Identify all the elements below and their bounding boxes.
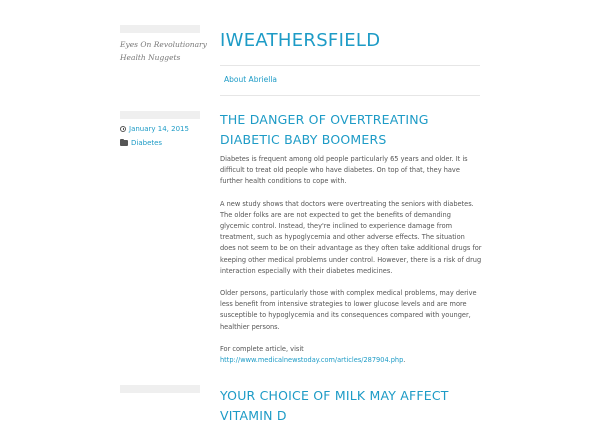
sidebar-divider [120, 111, 200, 119]
clock-icon [120, 126, 126, 132]
post-content [220, 154, 482, 377]
site-tagline: Eyes On Revolutionary Health Nuggets [120, 40, 207, 62]
post-paragraph: A new study shows that doctors were overtreating the seniors with diabetes. The older folks are are not expected to get the benefits of demanding glycemic control. Instead, they're inclined to experience damage from treatment, such as hypoglycemia and other adverse effects. The situation does not seem to be on their advantage as they often take additional drugs for keeping other medical problems under control. However, there is a risk of drug interaction especially with their diabetes medicines. [220, 199, 482, 275]
source-prefix: For complete article, visit [220, 344, 304, 353]
post-paragraph: Diabetes is frequent among old people particularly 65 years and older. It is difficult to treat old people who have diabetes. On top of that, they have further health conditions to cope with. [220, 155, 468, 186]
nav-divider [220, 95, 480, 96]
site-title[interactable]: IWEATHERSFIELD [220, 30, 381, 51]
post-title[interactable]: YOUR CHOICE OF MILK MAY AFFECT VITAMIN D [220, 388, 449, 423]
sidebar-divider [120, 385, 200, 393]
post-date[interactable] [120, 125, 189, 133]
post-date-text[interactable]: January 14, 2015 [129, 125, 189, 133]
source-link[interactable]: http://www.medicalnewstoday.com/articles/287904.php [220, 356, 404, 365]
post-source [220, 344, 482, 366]
post-category[interactable] [120, 139, 162, 147]
header-divider [220, 65, 480, 66]
post-title[interactable]: THE DANGER OF OVERTREATING DIABETIC BABY BOOMERS [220, 112, 429, 147]
post-paragraph: Older persons, particularly those with complex medical problems, may derive less benefit from intensive strategies to lower glucose levels and are more susceptible to hypoglycemia and its consequences compared with younger, healthier persons. [220, 289, 477, 331]
post-category-link[interactable]: Diabetes [131, 139, 163, 147]
source-suffix: . [403, 356, 406, 365]
nav-item-about[interactable]: About Abriella [224, 75, 277, 84]
folder-icon [120, 140, 128, 146]
sidebar-divider [120, 25, 200, 33]
